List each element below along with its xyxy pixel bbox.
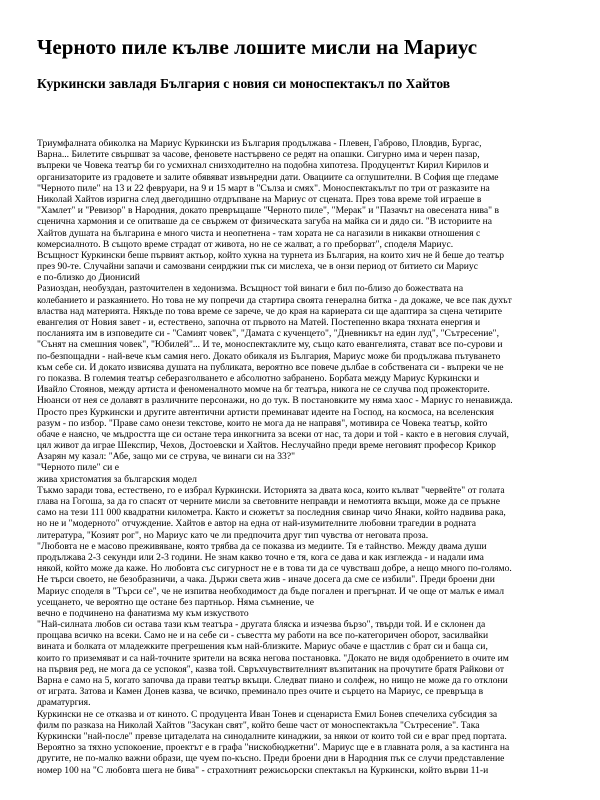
article-line: комерсиалното. В същото време страдат от живота, но не се жалват, а го преборват", споделя Мариус. bbox=[37, 238, 454, 250]
article-line: Куркински не се отказва и от киното. С продуцента Иван Тонев и сценариста Емил Бонев спечелиха субсидия за bbox=[37, 708, 498, 720]
article-line: които го приземяват и са най-точните зрители на всяка негова постановка. "Докато не видя одобрението в очите им bbox=[37, 652, 509, 664]
article-line: Мариус споделя в "Търси се", че не изпитва необходимост да бъде погален и прегърнат. И че още от малък е имал bbox=[37, 585, 505, 597]
article-line: жива христоматия за българския модел bbox=[37, 473, 197, 485]
article-line: Куркински "най-после" превзе цитаделата на синодалните кинаджии, за някои от които той си е враг пред портата. bbox=[37, 730, 507, 742]
article-line: но не и "модерното" отчуждение. Хайтов е автор на една от най-изумителните любовни трагедии в родната bbox=[37, 518, 476, 530]
article-line: към себе си. И докато извисява душата на публиката, вероятно все повече дълбае в собствената си - въпреки че не bbox=[37, 361, 504, 373]
article-line: евангелия от Новия завет - и, естествено, започна от първото на Матей. Постепенно вкара тяхната енергия и bbox=[37, 317, 481, 328]
article-line: Всъщност Куркински беше първият актьор, който хукна на турнета из България, на които хич не й беше до театър bbox=[37, 249, 505, 261]
article-line: някой, който може да каже. Но любовта със сигурност не е в това ти да се чувстваш добре, а нещо много по-голямо. bbox=[37, 563, 512, 575]
article-line: е по-близко до Дионисий bbox=[37, 272, 140, 284]
article-line: Ивайло Стоянов, между артиста и феноменалното момче на бг театъра, никога не се случва под прожекторите. bbox=[37, 384, 490, 396]
article-line: номер 100 на "С любовта шега не бива" - страхотният режисьорски спектакъл на Куркински, който върви 11-и bbox=[37, 764, 489, 776]
article-line: филм по разказа на Николай Хайтов "Засукан свят", който беше част от моноспектакъла "Сътресение". Така bbox=[37, 719, 480, 731]
article-line: Нюанси от нея се долавят в различните персонажи, но до тук. В постановките му няма хаос - Мариус го ненавижда. bbox=[37, 395, 513, 407]
article-line: обаче е наясно, че мъдростта ще си остане тера инкогнита за всеки от нас, та дори и той - както е в неговия случай, bbox=[37, 428, 509, 440]
article-line: "Най-силната любов си остава тази към театъра - другата бляска и изчезва бързо", твърди той. И е склонен да bbox=[37, 619, 486, 631]
article-line: през 90-те. Случайни запачи и самозвани сеирджии пък си мислеха, че в онзи период от битието си Мариус bbox=[37, 261, 478, 273]
article-line: прощава всичко на всеки. Само не и на себе си - съвестта му работи на все по-категоричен оборот, засилвайки bbox=[37, 630, 489, 642]
article-line: Разиоздан, необуздан, разточителен в хедонизма. Всъщност той винаги е бил по-близо до божествата на bbox=[37, 283, 464, 295]
article-line: Азарян му казал: "Абе, защо ми се струва, че винаги си на 33?" bbox=[37, 451, 296, 463]
article-line: Триумфалната обиколка на Мариус Куркински из България продължава - Плевен, Габрово, Пловдив, Бургас, bbox=[37, 138, 482, 149]
article-line: Хайтов душата на българина е много чиста и неопетнена - там хората не са нагазили в никакви отношения с bbox=[37, 227, 481, 239]
article-line: Вероятно за тяхно успокоение, проектът е в графа "нискобюджетни". Мариус ще е в главната роля, а за кастинга на bbox=[37, 742, 510, 754]
article-line: посланията им в изповедите си - "Самият човек", "Дамата с кученцето", "Дневникът на един луд", "Сътресение", bbox=[37, 328, 499, 340]
article-line: другите, не по-малко важни образи, ще чуем по-късно. Преди броени дни в Народния пък се случи представление bbox=[37, 753, 505, 765]
article-line: властва над материята. Някъде по това време се зарече, че до края на кариерата си ще адаптира за сцена четирите bbox=[37, 305, 502, 317]
article-line: сценична хармония и се опитваше да се свържем от физическата загуба на майка си и дядо си. "В историите на bbox=[37, 216, 493, 228]
article-line: усещането, че вероятно ще остане без партньор. Няма съмнение, че bbox=[37, 596, 314, 608]
article-line: продължава 2-3 секунди или 2-3 години. Не знам какво точно е тя, кога се дава и как изглежда - и надали има bbox=[37, 551, 484, 563]
article-line: Варна е само на 5, когато започва да прави театър вкъщи. Следват пиано и солфеж, но нищо не може да го отклони bbox=[37, 675, 508, 686]
article-line: Просто през Куркински и другите автентични артисти преминават идеите на Господ, на космоса, на вселенския bbox=[37, 406, 494, 418]
article-line: драматургия. bbox=[37, 697, 91, 709]
article-line: вината и болката от младежките прегрешения към най-близките. Мариус обаче е щастлив с брат си и баща си, bbox=[37, 641, 488, 653]
article-line: глава на Гогоша, за да го спасят от черните мисли за световните неправди и немотията вкъщи, може да се пръкне bbox=[37, 496, 500, 507]
article-line: Не търси своето, не безобразничи, а чака. Държи света жив - иначе досега да сме се избили". Преди броени дни bbox=[37, 574, 495, 586]
article-line: Тъкмо заради това, естествено, го е избрал Куркински. Историята за двата коса, които кълват "червейте" от голата bbox=[37, 484, 505, 496]
article-line: организаторите из градовете и залите обявяват извънредни дати. Овациите са оглушителни. В София ще гледаме bbox=[37, 171, 499, 183]
article-subtitle: Куркински завладя България с новия си моноспектакъл по Хайтов bbox=[37, 76, 451, 91]
article-line: литература, "Козият рог", но Мариус като че ли предпочита друг тип чувства от неговата проза. bbox=[37, 529, 429, 541]
article-line: разум - по избор. "Праве само онези текстове, които не мога да не направя", мотивира се Човека театър, който bbox=[37, 417, 488, 429]
article-line: Николай Хайтов изригна след двегодишно отдръпване на Мариус от сцената. През това време той играеше в bbox=[37, 193, 482, 205]
article-line: по-безпощадни - най-вече към самия него. Докато обикаля из България, Мариус може би продължава пътуването bbox=[37, 350, 501, 362]
article-line: цял живот да играе Шекспир, Чехов, Достоевски и Хайтов. Неслучайно преди време неговият професор Крикор bbox=[37, 440, 496, 452]
article-line: Варна... Билетите свършват за часове, феновете настървено се редят на опашки. Сигурно има и черен пазар, bbox=[37, 149, 480, 161]
article-line: на първия ред, не мога да се успокоя", казва той. Свръхчувствителният възпитаник на прочутите братя Райкови от bbox=[37, 663, 505, 675]
article-line: "Черното пиле" на 13 и 22 февруари, на 9 и 15 март в "Сълза и смях". Моноспектакълът по три от разказите на bbox=[37, 182, 490, 194]
article-line: го показва. В големия театър себеразголването е абсолютно забранено. Борбата между Мариус Куркински и bbox=[37, 372, 480, 384]
article-line: вечно е подчинено на фанатизма му към изкуството bbox=[37, 607, 249, 619]
article-line: само на тези 111 000 квадратни километра. Както и сюжетът за последния свинар чичо Янаки, който надвива рака, bbox=[37, 507, 506, 519]
article-body bbox=[37, 138, 567, 776]
article-line: "Любовта не е масово преживяване, която трябва да се показва из медиите. Тя е тайнство. Между двама души bbox=[37, 540, 487, 552]
article-line: въпреки че Човека театър би го усмихнал снизходително на подобна хипотеза. Продуцентът Кирил Кирилов и bbox=[37, 160, 489, 172]
article-line: "Черното пиле" си е bbox=[37, 462, 119, 474]
article-title: Черното пиле кълве лошите мисли на Мариус bbox=[37, 35, 478, 59]
article-line: "Сънят на смешния човек", "Юбилей"... И те, моноспектаклите му, също като евангелията, стават все по-сурови и bbox=[37, 339, 503, 351]
article-line: "Хамлет" и "Ревизор" в Народния, докато превръщаше "Черното пиле", "Мерак" и "Пазачът на овесената нива" в bbox=[37, 205, 500, 217]
article-line: от играта. Затова и Камен Донев казва, че всичко, преминало през очите и сърцето на Мариус, се превръща в bbox=[37, 686, 484, 698]
article-line: колебанието и разкаянието. Но това не му попречи да стартира своята генерална битка - да докаже, че все пак духът bbox=[37, 294, 512, 306]
